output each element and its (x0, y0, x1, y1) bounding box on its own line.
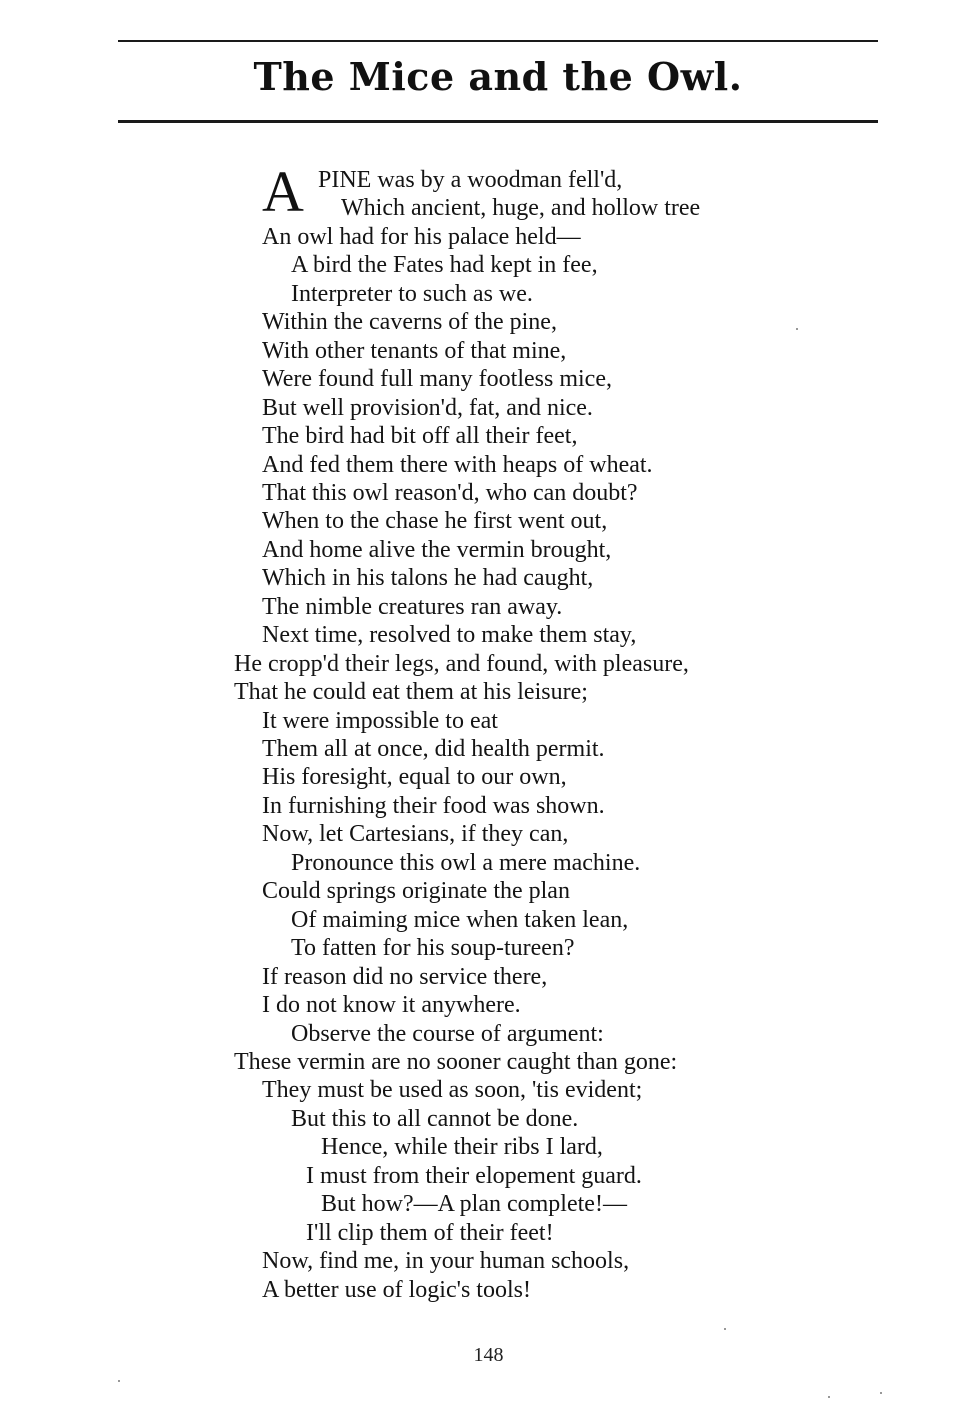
poem-line: But how?—A plan complete!— (321, 1191, 627, 1218)
poem-line: If reason did no service there, (262, 963, 548, 990)
title-bottom-rule (118, 120, 878, 123)
drop-cap: A (262, 159, 304, 224)
poem-line: Interpreter to such as we. (291, 280, 533, 307)
poem-line: But this to all cannot be done. (291, 1105, 579, 1132)
poem-title: The Mice and the Owl. (253, 54, 743, 99)
poem-line: Hence, while their ribs I lard, (321, 1134, 603, 1161)
poem-line: And home alive the vermin brought, (262, 536, 612, 563)
print-speck (880, 1392, 882, 1394)
poem-line: Of maiming mice when taken lean, (291, 906, 629, 933)
poem-line: Could springs originate the plan (262, 878, 570, 905)
poem-line: Within the caverns of the pine, (262, 309, 557, 336)
poem-line: The nimble creatures ran away. (262, 593, 563, 620)
poem-line: Next time, resolved to make them stay, (262, 622, 637, 649)
poem-line: The bird had bit off all their feet, (262, 423, 578, 450)
print-speck (724, 1328, 726, 1330)
poem-line: With other tenants of that mine, (262, 337, 567, 364)
page-number: 148 (473, 1344, 504, 1366)
poem-line: And fed them there with heaps of wheat. (262, 451, 653, 478)
poem-line: Were found full many footless mice, (262, 366, 612, 393)
poem-line: Now, find me, in your human schools, (262, 1248, 630, 1275)
poem-line: That he could eat them at his leisure; (234, 679, 588, 706)
poem-line: It were impossible to eat (262, 707, 498, 734)
poem-line: A bird the Fates had kept in fee, (291, 252, 598, 279)
poem-line: When to the chase he first went out, (262, 508, 608, 535)
title-top-rule (118, 40, 878, 42)
poem-line: His foresight, equal to our own, (262, 764, 567, 791)
poem-line: Now, let Cartesians, if they can, (262, 821, 569, 848)
poem-line: I do not know it anywhere. (262, 992, 521, 1019)
poem-line: Them all at once, did health permit. (262, 736, 605, 762)
poem-line: He cropp'd their legs, and found, with pleasure, (234, 650, 689, 677)
poem-line: To fatten for his soup-tureen? (291, 935, 575, 962)
poem-line: They must be used as soon, 'tis evident; (262, 1077, 643, 1104)
poem-line: Which in his talons he had caught, (262, 565, 594, 592)
poem-line: Observe the course of argument: (291, 1020, 604, 1047)
poem-line: I'll clip them of their feet! (306, 1219, 554, 1246)
poem-line: In furnishing their food was shown. (262, 792, 605, 819)
poem-line: Pronounce this owl a mere machine. (291, 849, 641, 876)
print-speck (796, 328, 798, 330)
poem-line: A better use of logic's tools! (262, 1276, 531, 1303)
print-speck (828, 1396, 830, 1398)
poem-line: An owl had for his palace held— (262, 223, 581, 250)
print-speck (118, 1380, 120, 1382)
poem-line: That this owl reason'd, who can doubt? (262, 479, 638, 506)
poem-line: But well provision'd, fat, and nice. (262, 394, 593, 421)
poem-line: Which ancient, huge, and hollow tree (341, 195, 701, 222)
poem-line: These vermin are no sooner caught than gone: (234, 1048, 678, 1075)
poem-line: PINE was by a woodman fell'd, (318, 167, 623, 193)
poem-line: I must from their elopement guard. (306, 1162, 642, 1189)
